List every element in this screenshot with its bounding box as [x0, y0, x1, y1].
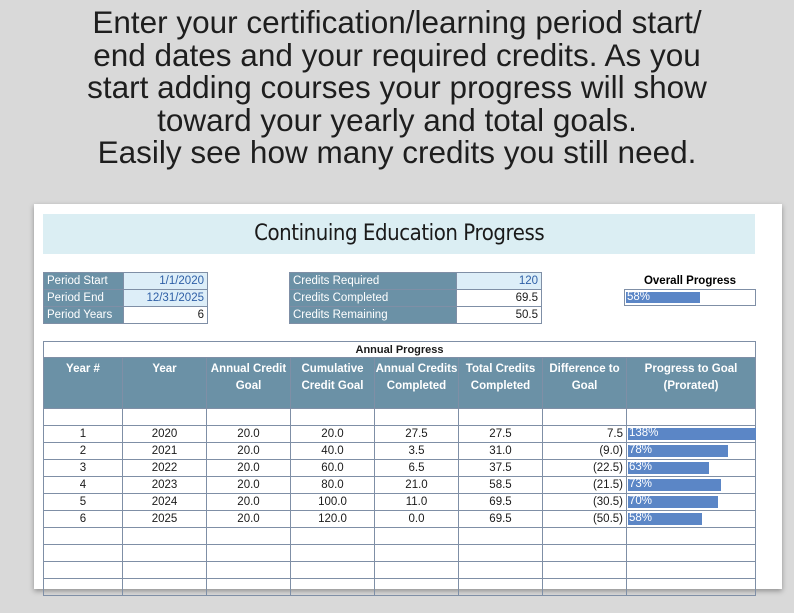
- empty-cell[interactable]: [459, 545, 543, 562]
- empty-cell[interactable]: [123, 579, 207, 596]
- progress-value: 58%: [629, 512, 653, 524]
- column-header: Annual Credits Completed: [375, 358, 459, 409]
- cell-annual-done: 21.0: [375, 477, 459, 494]
- spacer-row: [44, 409, 756, 426]
- overall-progress-bar: [624, 289, 756, 306]
- column-header: Total Credits Completed: [459, 358, 543, 409]
- cell-year: 2022: [123, 460, 207, 477]
- table-row: [44, 477, 756, 494]
- cell-year: 2020: [123, 426, 207, 443]
- empty-cell: [459, 409, 543, 426]
- progress-value: 63%: [629, 461, 653, 473]
- period-years-value: 6: [123, 307, 207, 324]
- sheet-title: Continuing Education Progress: [43, 214, 755, 254]
- credits-required-label: Credits Required: [290, 273, 457, 290]
- credits-completed-value: 69.5: [457, 290, 542, 307]
- empty-cell[interactable]: [207, 562, 291, 579]
- empty-cell[interactable]: [543, 545, 627, 562]
- empty-cell[interactable]: [291, 562, 375, 579]
- cell-diff: 7.5: [543, 426, 627, 443]
- empty-cell[interactable]: [627, 562, 756, 579]
- empty-cell[interactable]: [207, 528, 291, 545]
- credits-remaining-label: Credits Remaining: [290, 307, 457, 324]
- table-row: [44, 511, 756, 528]
- headline-line: toward your yearly and total goals.: [157, 101, 637, 138]
- cell-num: 2: [44, 443, 123, 460]
- cell-total-done: 37.5: [459, 460, 543, 477]
- period-table: [43, 272, 208, 324]
- cell-year: 2025: [123, 511, 207, 528]
- overall-progress-label: Overall Progress: [643, 275, 737, 287]
- empty-cell[interactable]: [375, 579, 459, 596]
- cell-cum-goal: 60.0: [291, 460, 375, 477]
- cell-year: 2024: [123, 494, 207, 511]
- cell-diff: (9.0): [543, 443, 627, 460]
- column-header: Difference to Goal: [543, 358, 627, 409]
- headline-line: start adding courses your progress will show: [87, 69, 707, 105]
- cell-cum-goal: 20.0: [291, 426, 375, 443]
- headline: [0, 6, 794, 169]
- empty-cell[interactable]: [459, 562, 543, 579]
- empty-cell[interactable]: [543, 528, 627, 545]
- cell-num: 1: [44, 426, 123, 443]
- column-header: Cumulative Credit Goal: [291, 358, 375, 409]
- headline-line: Easily see how many credits you still need.: [97, 134, 697, 170]
- cell-annual-goal: 20.0: [207, 443, 291, 460]
- credits-completed-label: Credits Completed: [290, 290, 457, 307]
- empty-cell[interactable]: [291, 528, 375, 545]
- empty-row: [44, 528, 756, 545]
- empty-row: [44, 545, 756, 562]
- table-row: [44, 494, 756, 511]
- cell-annual-done: 6.5: [375, 460, 459, 477]
- credits-remaining-value: 50.5: [457, 307, 542, 324]
- empty-cell: [375, 409, 459, 426]
- overall-progress-value: 58%: [627, 291, 651, 303]
- cell-total-done: 69.5: [459, 494, 543, 511]
- cell-total-done: 69.5: [459, 511, 543, 528]
- empty-cell[interactable]: [627, 528, 756, 545]
- cell-num: 6: [44, 511, 123, 528]
- cell-annual-goal: 20.0: [207, 477, 291, 494]
- period-start-label: Period Start: [44, 273, 124, 290]
- empty-cell: [291, 409, 375, 426]
- headline-line: Enter your certification/learning period start/: [92, 4, 702, 40]
- cell-cum-goal: 100.0: [291, 494, 375, 511]
- empty-row: [44, 579, 756, 596]
- cell-annual-goal: 20.0: [207, 511, 291, 528]
- progress-cell: [627, 426, 756, 443]
- overall-progress: [624, 274, 756, 306]
- spreadsheet: [34, 204, 782, 589]
- cell-annual-goal: 20.0: [207, 460, 291, 477]
- empty-cell[interactable]: [375, 528, 459, 545]
- empty-cell[interactable]: [44, 562, 123, 579]
- cell-annual-goal: 20.0: [207, 494, 291, 511]
- progress-value: 138%: [629, 427, 659, 439]
- empty-cell[interactable]: [459, 579, 543, 596]
- progress-cell: [627, 477, 756, 494]
- cell-year: 2023: [123, 477, 207, 494]
- cell-annual-done: 0.0: [375, 511, 459, 528]
- credits-table: [289, 272, 542, 324]
- period-years-label: Period Years: [44, 307, 124, 324]
- empty-cell[interactable]: [375, 545, 459, 562]
- cell-annual-goal: 20.0: [207, 426, 291, 443]
- empty-cell: [207, 409, 291, 426]
- empty-cell[interactable]: [459, 528, 543, 545]
- cell-diff: (30.5): [543, 494, 627, 511]
- column-header: Year: [123, 358, 207, 409]
- credits-required-input[interactable]: 120: [457, 273, 542, 290]
- progress-value: 73%: [629, 478, 653, 490]
- period-start-input[interactable]: 1/1/2020: [123, 273, 207, 290]
- period-end-input[interactable]: 12/31/2025: [123, 290, 207, 307]
- empty-cell[interactable]: [123, 562, 207, 579]
- empty-cell[interactable]: [627, 545, 756, 562]
- cell-year: 2021: [123, 443, 207, 460]
- progress-cell: [627, 511, 756, 528]
- empty-cell[interactable]: [44, 545, 123, 562]
- cell-cum-goal: 40.0: [291, 443, 375, 460]
- empty-cell[interactable]: [123, 528, 207, 545]
- progress-cell: [627, 460, 756, 477]
- column-header: Annual Credit Goal: [207, 358, 291, 409]
- cell-annual-done: 3.5: [375, 443, 459, 460]
- empty-cell[interactable]: [207, 579, 291, 596]
- cell-annual-done: 11.0: [375, 494, 459, 511]
- empty-cell[interactable]: [543, 579, 627, 596]
- empty-cell[interactable]: [375, 562, 459, 579]
- cell-annual-done: 27.5: [375, 426, 459, 443]
- empty-cell[interactable]: [123, 545, 207, 562]
- empty-cell[interactable]: [207, 545, 291, 562]
- empty-cell[interactable]: [291, 579, 375, 596]
- cell-total-done: 58.5: [459, 477, 543, 494]
- empty-cell[interactable]: [44, 528, 123, 545]
- empty-cell: [123, 409, 207, 426]
- table-row: [44, 443, 756, 460]
- table-row: [44, 426, 756, 443]
- progress-cell: [627, 443, 756, 460]
- column-header: Year #: [44, 358, 123, 409]
- cell-num: 4: [44, 477, 123, 494]
- empty-cell[interactable]: [543, 562, 627, 579]
- empty-cell[interactable]: [627, 579, 756, 596]
- cell-total-done: 27.5: [459, 426, 543, 443]
- column-header: Progress to Goal (Prorated): [627, 358, 756, 409]
- progress-value: 78%: [629, 444, 653, 456]
- cell-diff: (22.5): [543, 460, 627, 477]
- cell-diff: (21.5): [543, 477, 627, 494]
- cell-num: 5: [44, 494, 123, 511]
- progress-value: 70%: [629, 495, 653, 507]
- cell-diff: (50.5): [543, 511, 627, 528]
- empty-cell: [627, 409, 756, 426]
- annual-progress-table: [43, 341, 756, 596]
- progress-cell: [627, 494, 756, 511]
- empty-cell[interactable]: [291, 545, 375, 562]
- table-row: [44, 460, 756, 477]
- empty-cell[interactable]: [44, 579, 123, 596]
- period-end-label: Period End: [44, 290, 124, 307]
- cell-cum-goal: 120.0: [291, 511, 375, 528]
- empty-cell: [543, 409, 627, 426]
- empty-row: [44, 562, 756, 579]
- empty-cell: [44, 409, 123, 426]
- annual-progress-caption: Annual Progress: [44, 342, 756, 358]
- cell-cum-goal: 80.0: [291, 477, 375, 494]
- cell-num: 3: [44, 460, 123, 477]
- headline-line: end dates and your required credits. As you: [93, 36, 701, 73]
- cell-total-done: 31.0: [459, 443, 543, 460]
